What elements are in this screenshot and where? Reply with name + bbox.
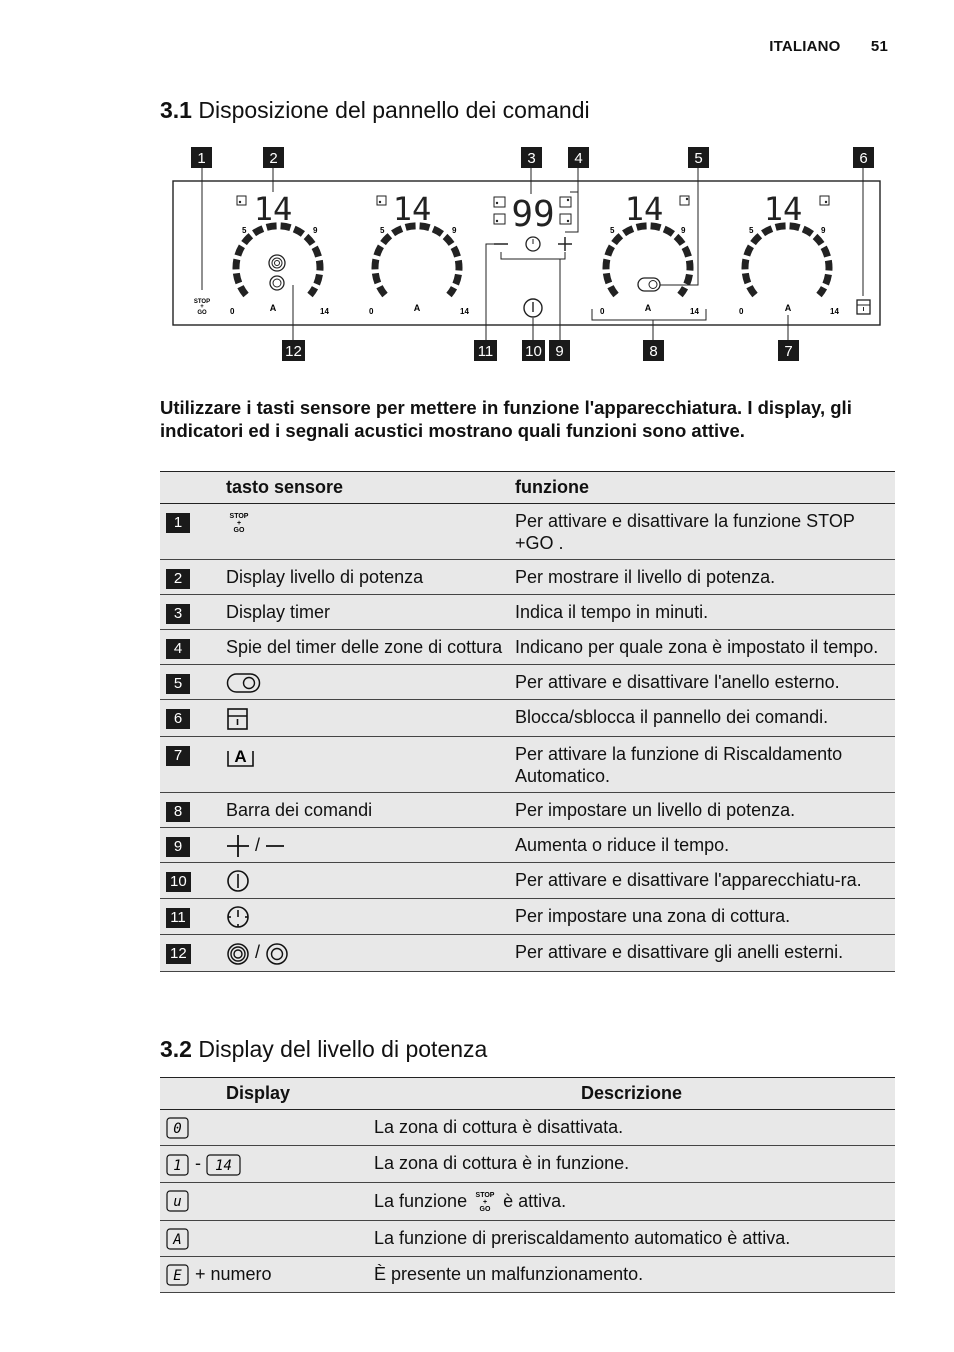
- svg-text:0: 0: [230, 307, 235, 316]
- svg-text:8: 8: [649, 343, 658, 360]
- timer-display: 99: [511, 194, 555, 235]
- row-number: 1: [166, 513, 190, 533]
- svg-text:u: u: [173, 1193, 182, 1210]
- cooking-zone-2: [369, 190, 469, 316]
- row-function: Blocca/sblocca il pannello dei comandi.: [509, 700, 895, 736]
- callout-9: [549, 259, 570, 361]
- svg-text:A: A: [173, 1231, 182, 1248]
- table-row: [160, 792, 895, 827]
- double-ring-icon: [265, 942, 289, 966]
- range-separator: -: [195, 1153, 202, 1174]
- cooking-zone-4: [739, 190, 870, 316]
- svg-text:A: A: [269, 303, 277, 313]
- svg-text:14: 14: [830, 307, 839, 316]
- row-function: Aumenta o riduce il tempo.: [509, 827, 895, 862]
- row-function: Per mostrare il livello di potenza.: [509, 560, 895, 595]
- row-number: 9: [166, 837, 190, 857]
- svg-text:9: 9: [555, 343, 564, 360]
- callout-1: [191, 147, 212, 290]
- svg-text:14: 14: [460, 307, 469, 316]
- row-sensor: Spie del timer delle zone di cottura: [220, 630, 509, 665]
- svg-text:14: 14: [320, 307, 329, 316]
- svg-text:5: 5: [749, 226, 754, 235]
- cooking-zone-1: [230, 190, 329, 316]
- power-icon: [226, 869, 250, 893]
- header-sensor: tasto sensore: [220, 472, 509, 504]
- svg-text:14: 14: [690, 307, 699, 316]
- plus-icon: [226, 835, 250, 857]
- svg-text:0: 0: [369, 307, 374, 316]
- svg-text:1: 1: [173, 1157, 182, 1174]
- header-description: Descrizione: [368, 1078, 895, 1110]
- row-function: Indica il tempo in minuti.: [509, 595, 895, 630]
- svg-text:STOP: STOP: [475, 1191, 495, 1199]
- section-title-3-2: [160, 1036, 487, 1063]
- row-number: 5: [166, 674, 190, 694]
- power-display-zone-4: 14: [763, 190, 803, 228]
- svg-text:1: 1: [197, 150, 206, 167]
- header-language: ITALIANO: [769, 38, 841, 55]
- row-number: 6: [166, 709, 190, 729]
- table-row: [160, 935, 895, 971]
- stop-go-icon[interactable]: [194, 299, 210, 316]
- callout-3: [521, 147, 542, 194]
- display-extra-text: + numero: [195, 1263, 272, 1284]
- table-row: [160, 700, 895, 736]
- zone-select-icon: [226, 905, 250, 929]
- svg-text:GO: GO: [233, 527, 245, 534]
- callout-7: [778, 315, 799, 361]
- svg-text:GO: GO: [197, 310, 207, 316]
- svg-text:7: 7: [784, 343, 793, 360]
- svg-text:+: +: [483, 1198, 488, 1206]
- svg-text:2: 2: [269, 150, 278, 167]
- display-symbol: [166, 1189, 190, 1213]
- callout-6: [853, 147, 874, 296]
- cooking-zone-3: [592, 190, 706, 320]
- svg-text:5: 5: [380, 226, 385, 235]
- outer-ring-icon: [226, 672, 262, 694]
- svg-text:11: 11: [477, 343, 494, 360]
- row-number: 8: [166, 802, 190, 822]
- row-number: 3: [166, 604, 190, 624]
- row-number: 7: [166, 746, 190, 766]
- svg-text:6: 6: [859, 150, 868, 167]
- table-row: [160, 1182, 895, 1220]
- row-description: La funzione STOP + GO è attiva.: [368, 1182, 895, 1220]
- row-function: Per impostare una zona di cottura.: [509, 899, 895, 935]
- svg-text:9: 9: [313, 226, 318, 235]
- row-function: Per impostare un livello di potenza.: [509, 792, 895, 827]
- triple-ring-icon: [226, 942, 250, 966]
- svg-text:9: 9: [821, 226, 826, 235]
- power-display-zone-3: 14: [624, 190, 664, 228]
- callout-11: [474, 244, 501, 361]
- display-symbol: [166, 1116, 190, 1140]
- svg-text:A: A: [413, 303, 421, 313]
- intro-text: Utilizzare i tasti sensore per mettere in funzione l'apparecchiatura. I display, gli indicatori ed i segnali acustici mostrano quali funzioni sono attive.: [160, 397, 852, 441]
- callout-4: [565, 147, 589, 232]
- svg-text:5: 5: [610, 226, 615, 235]
- display-table: [160, 1077, 895, 1293]
- display-symbol: [166, 1227, 190, 1251]
- power-display-zone-2: 14: [392, 190, 432, 228]
- row-description: La zona di cottura è in funzione.: [368, 1146, 895, 1182]
- table-header-row: [160, 472, 895, 504]
- svg-text:+: +: [200, 304, 204, 310]
- svg-text:10: 10: [525, 343, 542, 360]
- svg-text:A: A: [234, 746, 247, 766]
- svg-text:E: E: [173, 1268, 182, 1284]
- svg-text:A: A: [784, 303, 792, 313]
- row-function: Per attivare e disattivare gli anelli esterni.: [509, 935, 895, 971]
- svg-text:14: 14: [215, 1157, 232, 1174]
- separator-text: /: [255, 834, 261, 855]
- svg-text:4: 4: [574, 150, 583, 167]
- svg-text:STOP: STOP: [193, 299, 211, 305]
- svg-text:+: +: [236, 520, 242, 527]
- callout-5: [660, 147, 709, 285]
- svg-text:0: 0: [739, 307, 744, 316]
- svg-text:5: 5: [694, 150, 703, 167]
- table-row: [160, 595, 895, 630]
- callout-8: [643, 320, 664, 361]
- page-header: [743, 38, 888, 55]
- row-number: 4: [166, 639, 190, 659]
- table-row: [160, 862, 895, 898]
- row-function: Indicano per quale zona è impostato il tempo.: [509, 630, 895, 665]
- row-sensor: Barra dei comandi: [220, 792, 509, 827]
- row-function: Per attivare e disattivare l'anello esterno.: [509, 665, 895, 700]
- svg-text:0: 0: [173, 1121, 182, 1138]
- callout-2: [263, 147, 284, 192]
- row-function: Per attivare la funzione di Riscaldamento Automatico.: [509, 736, 895, 792]
- stop-go-icon: [226, 510, 252, 536]
- row-number: 10: [166, 872, 191, 892]
- svg-text:3: 3: [527, 150, 536, 167]
- table-row: [160, 1220, 895, 1256]
- header-display: Display: [160, 1078, 368, 1110]
- svg-text:9: 9: [452, 226, 457, 235]
- minus-icon: [265, 835, 285, 857]
- control-panel-diagram: [160, 140, 885, 365]
- table-row: [160, 630, 895, 665]
- table-row: [160, 1110, 895, 1146]
- svg-text:STOP: STOP: [229, 513, 249, 520]
- auto-heat-icon: [226, 743, 256, 769]
- stop-go-icon: [472, 1189, 498, 1215]
- table-row: [160, 560, 895, 595]
- row-function: Per attivare e disattivare l'apparecchiatu-ra.: [509, 862, 895, 898]
- display-symbol: [166, 1263, 190, 1287]
- row-description: La zona di cottura è disattivata.: [368, 1110, 895, 1146]
- section-number: 3.1: [160, 97, 192, 123]
- table-row: [160, 899, 895, 935]
- svg-text:0: 0: [600, 307, 605, 316]
- header-num: [160, 472, 220, 504]
- svg-text:9: 9: [681, 226, 686, 235]
- header-function: funzione: [509, 472, 895, 504]
- row-sensor: Display timer: [220, 595, 509, 630]
- row-function: Per attivare e disattivare la funzione STOP +GO .: [509, 504, 895, 560]
- display-symbol: [206, 1153, 242, 1177]
- row-description: La funzione di preriscaldamento automatico è attiva.: [368, 1220, 895, 1256]
- row-sensor: Display livello di potenza: [220, 560, 509, 595]
- section-title-text: Disposizione del pannello dei comandi: [198, 97, 590, 123]
- display-symbol: [166, 1153, 190, 1177]
- sensor-table: [160, 471, 895, 972]
- svg-text:12: 12: [285, 343, 302, 360]
- row-number: 2: [166, 569, 190, 589]
- power-display-zone-1: 14: [253, 190, 293, 228]
- table-row: [160, 827, 895, 862]
- table-row: [160, 1146, 895, 1182]
- section-title-text: Display del livello di potenza: [198, 1036, 488, 1062]
- lock-icon: [226, 707, 250, 731]
- separator-text: /: [255, 942, 261, 963]
- table-row: [160, 1256, 895, 1292]
- row-number: 11: [166, 908, 190, 928]
- svg-text:GO: GO: [479, 1205, 491, 1213]
- callout-12: [282, 285, 305, 361]
- section-title-3-1: [160, 97, 590, 124]
- table-row: [160, 665, 895, 700]
- table-row: [160, 504, 895, 560]
- section-number: 3.2: [160, 1036, 192, 1062]
- table-row: [160, 736, 895, 792]
- row-number: 12: [166, 944, 191, 964]
- row-description: È presente un malfunzionamento.: [368, 1256, 895, 1292]
- svg-text:5: 5: [242, 226, 247, 235]
- table-header-row: [160, 1078, 895, 1110]
- svg-text:A: A: [644, 303, 652, 313]
- header-page-number: 51: [870, 38, 888, 55]
